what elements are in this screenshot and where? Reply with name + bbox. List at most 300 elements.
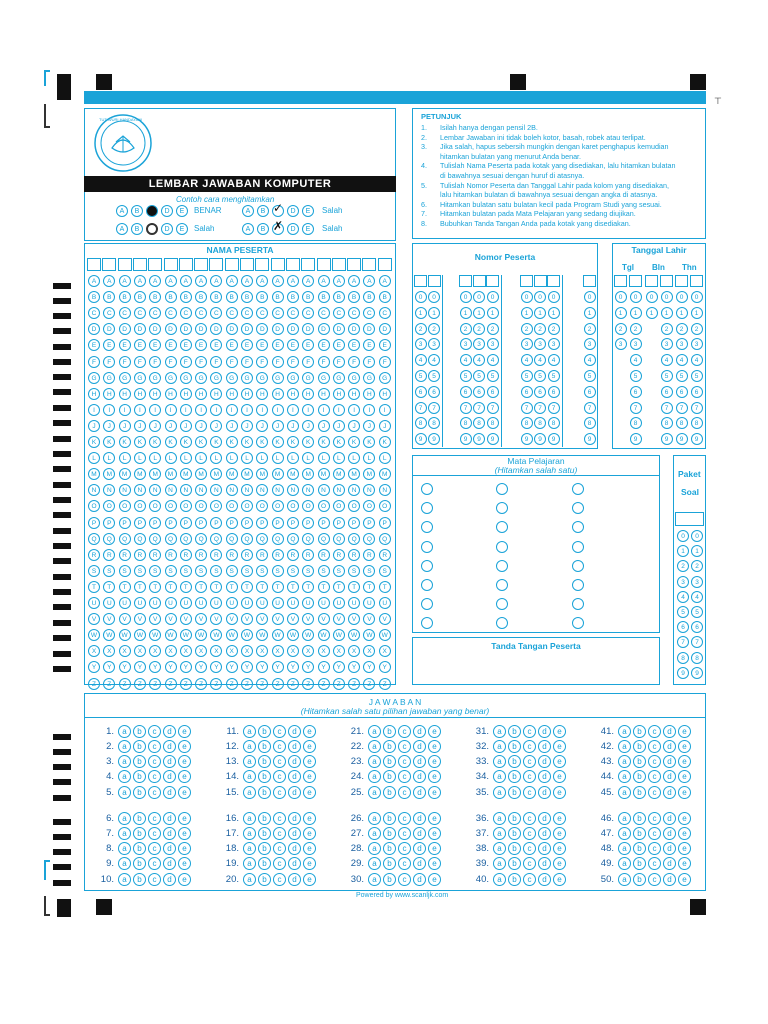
nama-bubble[interactable]: Q [226,533,238,545]
answer-bubble[interactable]: c [648,827,661,840]
nomor-bubble[interactable]: 1 [584,307,596,319]
answer-bubble[interactable]: a [118,812,131,825]
nama-bubble[interactable]: S [272,565,284,577]
nama-bubble[interactable]: U [195,597,207,609]
nama-bubble[interactable]: D [256,323,268,335]
nama-bubble[interactable]: F [119,356,131,368]
mapel-bubble[interactable] [572,483,584,495]
nama-bubble[interactable]: E [226,339,238,351]
answer-bubble[interactable]: a [618,857,631,870]
nama-bubble[interactable]: H [241,388,253,400]
nama-bubble[interactable]: F [165,356,177,368]
nama-bubble[interactable]: R [195,549,207,561]
answer-bubble[interactable]: c [148,812,161,825]
nomor-bubble[interactable]: 2 [584,323,596,335]
nomor-bubble[interactable]: 2 [548,323,560,335]
nama-bubble[interactable]: L [195,452,207,464]
answer-bubble[interactable]: d [413,873,426,886]
nama-bubble[interactable]: X [88,645,100,657]
answer-bubble[interactable]: e [178,842,191,855]
answer-bubble[interactable]: e [428,755,441,768]
nama-bubble[interactable]: J [333,420,345,432]
nama-bubble[interactable]: Q [210,533,222,545]
nama-bubble[interactable]: T [256,581,268,593]
answer-bubble[interactable]: e [553,725,566,738]
nama-write-cell[interactable] [271,258,285,271]
nama-bubble[interactable]: O [195,500,207,512]
nama-bubble[interactable]: I [210,404,222,416]
answer-bubble[interactable]: d [288,770,301,783]
tanggal-bubble[interactable]: 1 [646,307,658,319]
answer-bubble[interactable]: c [148,786,161,799]
nama-bubble[interactable]: E [88,339,100,351]
nama-bubble[interactable]: X [287,645,299,657]
nomor-bubble[interactable]: 3 [521,338,533,350]
tanggal-bubble[interactable]: 3 [661,338,673,350]
nama-bubble[interactable]: H [210,388,222,400]
answer-bubble[interactable]: c [523,755,536,768]
nama-bubble[interactable]: K [226,436,238,448]
nama-bubble[interactable]: N [88,484,100,496]
nama-bubble[interactable]: J [287,420,299,432]
nama-bubble[interactable]: C [149,307,161,319]
nama-bubble[interactable]: A [103,275,115,287]
answer-bubble[interactable]: e [678,786,691,799]
nama-bubble[interactable]: D [88,323,100,335]
answer-bubble[interactable]: c [148,827,161,840]
nama-bubble[interactable]: Q [363,533,375,545]
paket-bubble-dup[interactable]: 2 [691,560,703,572]
nama-bubble[interactable]: W [149,629,161,641]
answer-bubble[interactable]: e [678,812,691,825]
answer-bubble[interactable]: c [148,740,161,753]
nama-bubble[interactable]: J [226,420,238,432]
nama-bubble[interactable]: E [272,339,284,351]
nomor-bubble[interactable]: 3 [548,338,560,350]
nama-bubble[interactable]: G [287,372,299,384]
nama-bubble[interactable]: N [119,484,131,496]
answer-bubble[interactable]: a [243,827,256,840]
answer-bubble[interactable]: a [243,812,256,825]
answer-bubble[interactable]: b [508,857,521,870]
nama-bubble[interactable]: V [287,613,299,625]
nama-bubble[interactable]: V [226,613,238,625]
nama-bubble[interactable]: B [180,291,192,303]
nama-bubble[interactable]: H [165,388,177,400]
answer-bubble[interactable]: e [178,770,191,783]
nama-bubble[interactable]: X [180,645,192,657]
nomor-bubble[interactable]: 5 [548,370,560,382]
tanggal-write-cell[interactable] [614,275,627,287]
nama-bubble[interactable]: I [333,404,345,416]
nama-bubble[interactable]: T [226,581,238,593]
nama-bubble[interactable]: M [119,468,131,480]
answer-bubble[interactable]: d [413,857,426,870]
paket-bubble[interactable]: 8 [677,652,689,664]
nama-bubble[interactable]: H [379,388,391,400]
nama-bubble[interactable]: A [272,275,284,287]
answer-bubble[interactable]: c [523,842,536,855]
nama-bubble[interactable]: Y [241,661,253,673]
nama-bubble[interactable]: X [348,645,360,657]
nama-bubble[interactable]: V [256,613,268,625]
paket-bubble-dup[interactable]: 4 [691,591,703,603]
nama-bubble[interactable]: M [348,468,360,480]
nama-bubble[interactable]: E [134,339,146,351]
answer-bubble[interactable]: a [243,857,256,870]
nomor-bubble[interactable]: 5 [460,370,472,382]
nama-bubble[interactable]: K [256,436,268,448]
nomor-write-cell[interactable] [486,275,499,287]
answer-bubble[interactable]: d [163,857,176,870]
nama-bubble[interactable]: W [119,629,131,641]
nomor-write-cell[interactable] [547,275,560,287]
answer-bubble[interactable]: c [523,873,536,886]
answer-bubble[interactable]: e [178,740,191,753]
answer-bubble[interactable]: a [368,842,381,855]
answer-bubble[interactable]: b [633,786,646,799]
nomor-bubble[interactable]: 7 [521,402,533,414]
nama-bubble[interactable]: E [149,339,161,351]
nama-bubble[interactable]: T [379,581,391,593]
answer-bubble[interactable]: a [118,725,131,738]
answer-bubble[interactable]: d [663,740,676,753]
nama-bubble[interactable]: V [195,613,207,625]
tanggal-bubble[interactable]: 2 [661,323,673,335]
nama-bubble[interactable]: C [348,307,360,319]
answer-bubble[interactable]: b [383,873,396,886]
answer-bubble[interactable]: e [553,740,566,753]
nama-bubble[interactable]: L [103,452,115,464]
nama-bubble[interactable]: H [287,388,299,400]
nama-bubble[interactable]: Z [348,678,360,690]
nama-bubble[interactable]: W [272,629,284,641]
nama-bubble[interactable]: V [333,613,345,625]
nama-bubble[interactable]: R [226,549,238,561]
nama-bubble[interactable]: B [379,291,391,303]
nama-bubble[interactable]: K [348,436,360,448]
nama-bubble[interactable]: E [302,339,314,351]
nama-bubble[interactable]: O [379,500,391,512]
paket-bubble[interactable]: 6 [677,621,689,633]
nomor-bubble[interactable]: 5 [521,370,533,382]
nama-bubble[interactable]: Z [119,678,131,690]
nama-bubble[interactable]: Y [333,661,345,673]
nomor-bubble[interactable]: 1 [548,307,560,319]
answer-bubble[interactable]: c [523,740,536,753]
answer-bubble[interactable]: b [258,740,271,753]
nama-bubble[interactable]: L [318,452,330,464]
nama-bubble[interactable]: U [119,597,131,609]
answer-bubble[interactable]: b [133,842,146,855]
nama-bubble[interactable]: Z [195,678,207,690]
answer-bubble[interactable]: c [648,755,661,768]
nama-bubble[interactable]: T [165,581,177,593]
answer-bubble[interactable]: b [508,740,521,753]
paket-bubble-dup[interactable]: 5 [691,606,703,618]
nama-bubble[interactable]: F [103,356,115,368]
nama-bubble[interactable]: Z [272,678,284,690]
answer-bubble[interactable]: c [398,755,411,768]
nama-bubble[interactable]: A [256,275,268,287]
nama-bubble[interactable]: R [302,549,314,561]
nama-bubble[interactable]: I [348,404,360,416]
nama-bubble[interactable]: J [241,420,253,432]
nama-bubble[interactable]: F [333,356,345,368]
nama-bubble[interactable]: K [272,436,284,448]
nomor-bubble[interactable]: 4 [584,354,596,366]
nomor-bubble[interactable]: 0 [521,291,533,303]
nama-bubble[interactable]: U [318,597,330,609]
nama-write-cell[interactable] [317,258,331,271]
nama-bubble[interactable]: D [165,323,177,335]
nama-bubble[interactable]: P [318,517,330,529]
answer-bubble[interactable]: c [398,725,411,738]
tanggal-bubble[interactable]: 8 [691,417,703,429]
nama-bubble[interactable]: I [119,404,131,416]
nama-bubble[interactable]: Y [226,661,238,673]
nama-bubble[interactable]: R [134,549,146,561]
nama-bubble[interactable]: A [379,275,391,287]
nama-bubble[interactable]: I [195,404,207,416]
nama-bubble[interactable]: P [302,517,314,529]
nomor-bubble[interactable]: 8 [428,417,440,429]
nama-bubble[interactable]: R [287,549,299,561]
answer-bubble[interactable]: c [273,740,286,753]
nama-bubble[interactable]: C [256,307,268,319]
nama-bubble[interactable]: G [272,372,284,384]
nama-bubble[interactable]: G [88,372,100,384]
answer-bubble[interactable]: b [633,755,646,768]
nama-bubble[interactable]: Y [287,661,299,673]
nama-bubble[interactable]: J [363,420,375,432]
answer-bubble[interactable]: d [413,725,426,738]
answer-bubble[interactable]: e [303,786,316,799]
answer-bubble[interactable]: c [273,786,286,799]
answer-bubble[interactable]: a [493,740,506,753]
nama-bubble[interactable]: Z [149,678,161,690]
answer-bubble[interactable]: b [258,725,271,738]
nomor-bubble[interactable]: 6 [473,386,485,398]
tanggal-bubble[interactable]: 0 [691,291,703,303]
nama-bubble[interactable]: Q [241,533,253,545]
nama-bubble[interactable]: T [210,581,222,593]
nama-bubble[interactable]: F [363,356,375,368]
nama-bubble[interactable]: M [134,468,146,480]
nama-bubble[interactable]: J [256,420,268,432]
nama-bubble[interactable]: T [149,581,161,593]
tanggal-bubble[interactable]: 2 [630,323,642,335]
nama-bubble[interactable]: T [119,581,131,593]
nama-bubble[interactable]: F [287,356,299,368]
paket-bubble[interactable]: 5 [677,606,689,618]
nama-bubble[interactable]: F [241,356,253,368]
nama-bubble[interactable]: Q [333,533,345,545]
nama-bubble[interactable]: I [287,404,299,416]
nama-bubble[interactable]: H [363,388,375,400]
answer-bubble[interactable]: d [163,725,176,738]
tanggal-bubble[interactable]: 7 [691,402,703,414]
nama-bubble[interactable]: O [256,500,268,512]
nama-bubble[interactable]: L [256,452,268,464]
answer-bubble[interactable]: a [118,740,131,753]
nama-bubble[interactable]: U [363,597,375,609]
nama-bubble[interactable]: L [165,452,177,464]
nama-bubble[interactable]: H [333,388,345,400]
nama-bubble[interactable]: N [165,484,177,496]
nama-bubble[interactable]: D [103,323,115,335]
answer-bubble[interactable]: a [493,770,506,783]
nama-bubble[interactable]: L [379,452,391,464]
nama-bubble[interactable]: G [302,372,314,384]
mapel-bubble[interactable] [496,483,508,495]
answer-bubble[interactable]: b [133,812,146,825]
tanggal-bubble[interactable]: 4 [661,354,673,366]
nama-bubble[interactable]: A [318,275,330,287]
nama-bubble[interactable]: X [103,645,115,657]
nomor-bubble[interactable]: 1 [460,307,472,319]
nomor-bubble[interactable]: 7 [460,402,472,414]
nama-bubble[interactable]: H [302,388,314,400]
tanggal-bubble[interactable]: 0 [646,291,658,303]
tanggal-write-cell[interactable] [645,275,658,287]
nama-bubble[interactable]: Z [88,678,100,690]
nomor-bubble[interactable]: 7 [415,402,427,414]
answer-bubble[interactable]: a [368,725,381,738]
answer-bubble[interactable]: b [508,755,521,768]
nama-write-cell[interactable] [87,258,101,271]
answer-bubble[interactable]: d [538,827,551,840]
answer-bubble[interactable]: e [303,812,316,825]
nomor-bubble[interactable]: 0 [473,291,485,303]
nama-bubble[interactable]: L [180,452,192,464]
nama-bubble[interactable]: J [379,420,391,432]
nama-bubble[interactable]: Y [149,661,161,673]
nama-bubble[interactable]: R [348,549,360,561]
nama-bubble[interactable]: F [256,356,268,368]
answer-bubble[interactable]: a [243,725,256,738]
answer-bubble[interactable]: e [303,842,316,855]
nama-bubble[interactable]: Z [287,678,299,690]
answer-bubble[interactable]: d [663,786,676,799]
nama-bubble[interactable]: J [302,420,314,432]
nama-bubble[interactable]: S [180,565,192,577]
nama-bubble[interactable]: H [348,388,360,400]
nama-bubble[interactable]: V [134,613,146,625]
nama-write-cell[interactable] [133,258,147,271]
nama-bubble[interactable]: X [226,645,238,657]
answer-bubble[interactable]: e [178,873,191,886]
tanggal-bubble[interactable]: 4 [676,354,688,366]
answer-bubble[interactable]: e [553,842,566,855]
answer-bubble[interactable]: b [633,725,646,738]
nama-bubble[interactable]: A [119,275,131,287]
nama-bubble[interactable]: Q [165,533,177,545]
nama-bubble[interactable]: L [134,452,146,464]
answer-bubble[interactable]: d [163,842,176,855]
nama-bubble[interactable]: A [165,275,177,287]
nama-write-cell[interactable] [164,258,178,271]
nama-bubble[interactable]: C [210,307,222,319]
tanggal-write-cell[interactable] [629,275,642,287]
nama-bubble[interactable]: W [348,629,360,641]
nama-bubble[interactable]: B [348,291,360,303]
nama-bubble[interactable]: U [333,597,345,609]
nama-bubble[interactable]: Z [180,678,192,690]
answer-bubble[interactable]: a [618,812,631,825]
tanggal-bubble[interactable]: 9 [691,433,703,445]
nama-bubble[interactable]: T [180,581,192,593]
nama-bubble[interactable]: N [149,484,161,496]
nama-bubble[interactable]: Z [318,678,330,690]
answer-bubble[interactable]: e [428,827,441,840]
nama-bubble[interactable]: U [272,597,284,609]
tanggal-bubble[interactable]: 1 [691,307,703,319]
nama-bubble[interactable]: R [379,549,391,561]
nama-bubble[interactable]: V [379,613,391,625]
answer-bubble[interactable]: b [633,770,646,783]
tanggal-bubble[interactable]: 5 [691,370,703,382]
answer-bubble[interactable]: e [678,827,691,840]
paket-bubble[interactable]: 3 [677,576,689,588]
nama-write-cell[interactable] [148,258,162,271]
nama-bubble[interactable]: Z [226,678,238,690]
answer-bubble[interactable]: c [523,827,536,840]
answer-bubble[interactable]: a [618,827,631,840]
nama-write-cell[interactable] [209,258,223,271]
nama-bubble[interactable]: P [195,517,207,529]
nama-write-cell[interactable] [347,258,361,271]
nama-bubble[interactable]: S [318,565,330,577]
answer-bubble[interactable]: c [648,873,661,886]
nomor-write-cell[interactable] [428,275,441,287]
nomor-bubble[interactable]: 6 [428,386,440,398]
nama-bubble[interactable]: N [241,484,253,496]
nama-bubble[interactable]: K [165,436,177,448]
mapel-bubble[interactable] [421,579,433,591]
answer-bubble[interactable]: c [398,812,411,825]
nama-bubble[interactable]: S [256,565,268,577]
mapel-bubble[interactable] [421,560,433,572]
nama-bubble[interactable]: P [103,517,115,529]
mapel-bubble[interactable] [572,541,584,553]
nomor-bubble[interactable]: 9 [534,433,546,445]
nama-bubble[interactable]: D [272,323,284,335]
paket-bubble-dup[interactable]: 9 [691,667,703,679]
nama-bubble[interactable]: W [333,629,345,641]
answer-bubble[interactable]: e [428,725,441,738]
nama-bubble[interactable]: C [272,307,284,319]
answer-bubble[interactable]: d [538,812,551,825]
answer-bubble[interactable]: c [148,755,161,768]
nama-bubble[interactable]: K [195,436,207,448]
answer-bubble[interactable]: d [538,786,551,799]
nama-bubble[interactable]: R [103,549,115,561]
nama-bubble[interactable]: G [195,372,207,384]
nama-bubble[interactable]: T [348,581,360,593]
nama-bubble[interactable]: M [165,468,177,480]
tanggal-bubble[interactable]: 3 [691,338,703,350]
nama-bubble[interactable]: Y [195,661,207,673]
answer-bubble[interactable]: e [178,755,191,768]
nomor-write-cell[interactable] [459,275,472,287]
answer-bubble[interactable]: c [273,842,286,855]
answer-bubble[interactable]: a [118,857,131,870]
nama-bubble[interactable]: W [318,629,330,641]
nama-bubble[interactable]: S [165,565,177,577]
nama-bubble[interactable]: X [333,645,345,657]
answer-bubble[interactable]: a [493,786,506,799]
